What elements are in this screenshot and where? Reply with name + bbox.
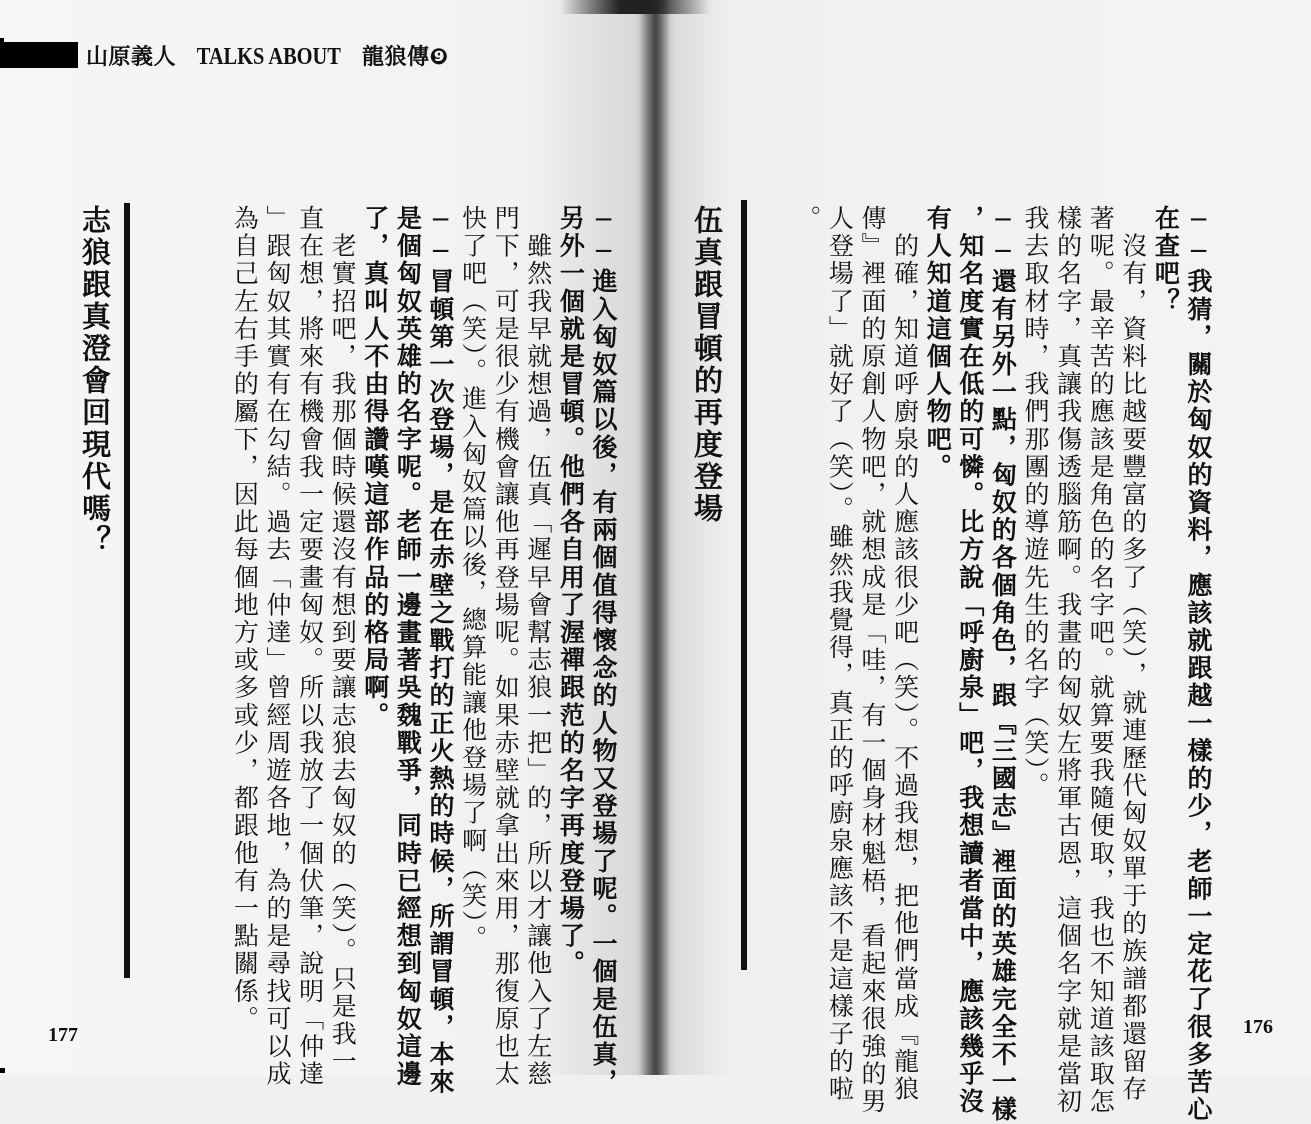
header-title — [86, 40, 449, 71]
text-column: 。 — [792, 205, 822, 233]
header-book-title: 龍狼傳 — [361, 44, 430, 70]
page-number-left: 177 — [48, 1024, 78, 1046]
header-black-bar — [0, 42, 78, 68]
section-heading-right: 伍真跟冒頓的再度登場 — [690, 205, 724, 525]
text-column: 著呢。最辛苦的應該是角色的名字吧。就算要我隨便取，我也不知道該取怎 — [1086, 205, 1116, 1116]
text-column: 我去取材時，我們那團的導遊先生的名字（笑）。 — [1021, 205, 1050, 800]
text-column: 有人知道這個人物吧。 — [923, 205, 953, 481]
text-column: 傳』裡面的原創人物吧，就想成是「哇，有一個身材魁梧，看起來很強的男 — [858, 205, 887, 1116]
text-column: 的確，知道呼廚泉的人應該很少吧（笑）。不過我想，把他們當成『龍狼 — [890, 205, 920, 1104]
text-column: 是個匈奴英雄的名字呢。老師一邊畫著吳魏戰爭，同時已經想到匈奴這邊 — [393, 205, 423, 1089]
corner-mark — [0, 1068, 5, 1073]
text-column: ──進入匈奴篇以後，有兩個值得懷念的人物又登場了呢。一個是伍真， — [589, 205, 618, 1097]
header-volume-number: ❾ — [429, 44, 449, 70]
text-column: 直在想，將來有機會我一定要畫匈奴。所以我放了一個伏筆，說明「仲達 — [295, 205, 325, 1089]
header-talks-about: TALKS ABOUT — [196, 43, 342, 70]
text-column: 樣的名字，真讓我傷透腦筋啊。我畫的匈奴左將軍古恩，這個名字就是當初 — [1053, 205, 1083, 1116]
heading-rule-right — [741, 200, 747, 970]
section-heading-left: 志狼跟真澄會回現代嗎？ — [78, 205, 112, 557]
text-column: ──冒頓第一次登場，是在赤壁之戰打的正火熱的時候，所謂冒頓，本來 — [426, 205, 455, 1097]
text-column: 」跟匈奴其實有在勾結。過去「仲達」曾經周遊各地，為的是尋找可以成 — [263, 205, 292, 1089]
header-author: 山原義人 — [86, 44, 177, 70]
page-number-right: 176 — [1243, 1016, 1273, 1038]
text-column: 在查吧？ — [1151, 205, 1181, 316]
text-column: 快了吧（笑）。進入匈奴篇以後，總算能讓他登場了啊（笑）。 — [458, 205, 488, 953]
text-column: ──還有另外一點，匈奴的各個角色，跟『三國志』裡面的英雄完全不一樣 — [988, 205, 1018, 1124]
text-column: ，知名度實在低的可憐。比方說「呼廚泉」吧，我想讀者當中，應該幾乎沒 — [955, 205, 985, 1116]
text-column: 人登場了」就好了（笑）。雖然我覺得，真正的呼廚泉應該不是這樣子的啦 — [825, 205, 855, 1104]
text-column: 了，真叫人不由得讚嘆這部作品的格局啊。 — [360, 205, 390, 730]
text-column: 老實招吧，我那個時候還沒有想到要讓志狼去匈奴的（笑）。只是我一 — [328, 205, 358, 1076]
book-spine-shadow — [640, 0, 670, 1075]
heading-rule-left — [124, 203, 130, 978]
running-header — [0, 38, 449, 72]
scan-edge-shadow — [560, 0, 710, 14]
text-column: 雖然我早就想過，伍真「遲早會幫志狼一把」的，所以才讓他入了左慈 — [523, 205, 553, 1089]
text-column: 為自己左右手的屬下，因此每個地方或多或少，都跟他有一點關係。 — [230, 205, 260, 1033]
text-column: 沒有，資料比越要豐富的多了（笑），就連歷代匈奴單于的族譜都還留存 — [1118, 205, 1148, 1104]
text-column: ──我猜，關於匈奴的資料，應該就跟越一樣的少，老師一定花了很多苦心 — [1184, 205, 1213, 1124]
text-column: 另外一個就是冒頓。他們各自用了渥禪跟范的名字再度登場了。 — [556, 205, 586, 978]
text-column: 門下，可是很少有機會讓他再登場呢。如果赤壁就拿出來用，那復原也太 — [491, 205, 521, 1089]
